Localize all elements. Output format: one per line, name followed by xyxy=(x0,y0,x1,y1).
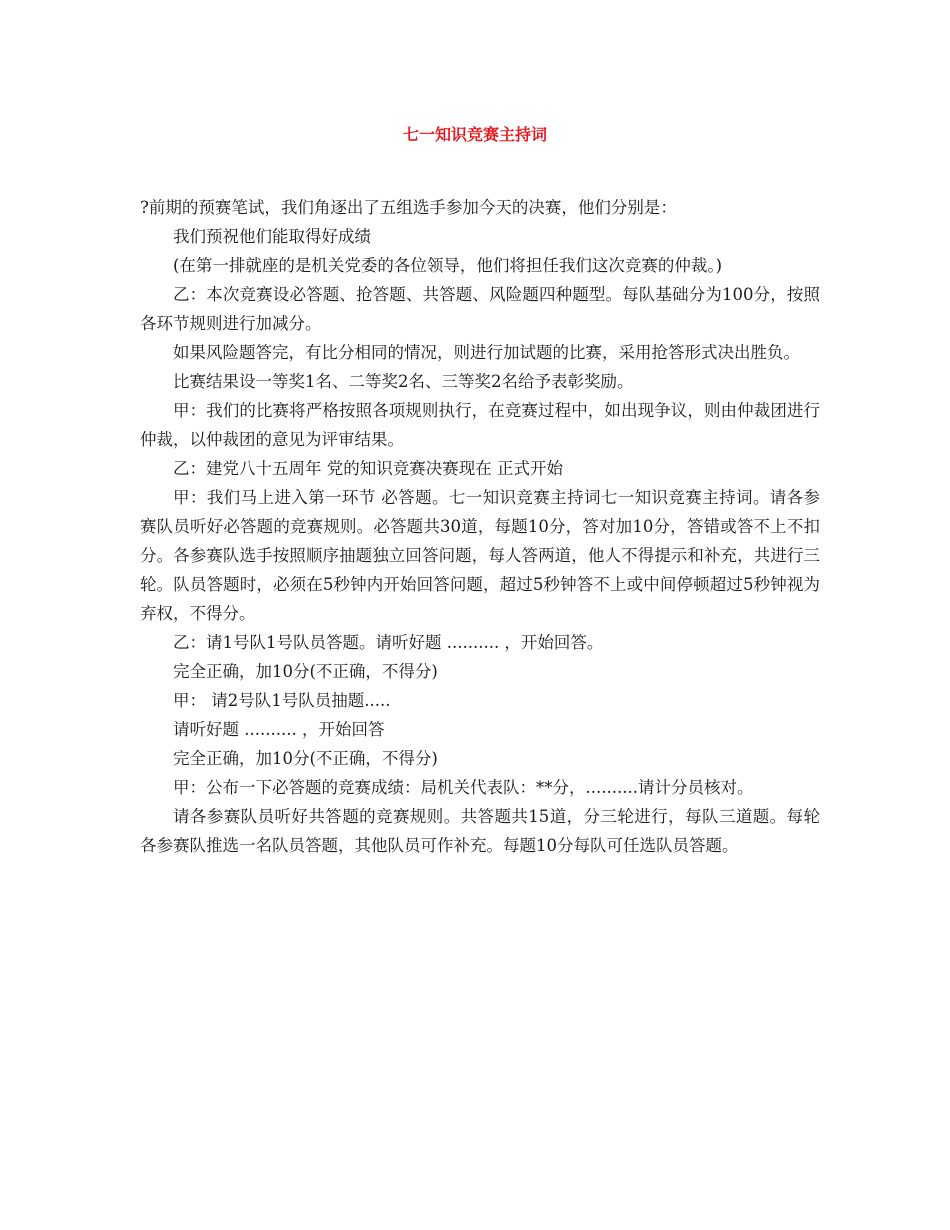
paragraph: (在第一排就座的是机关党委的各位领导，他们将担任我们这次竞赛的仲裁。) xyxy=(173,256,723,275)
paragraph: 请听好题 .......... ，开始回答 xyxy=(173,720,385,739)
paragraph: 甲： 请2号队1号队员抽题..... xyxy=(173,691,391,710)
document-body xyxy=(140,193,820,860)
document-title: 七一知识竞赛主持词 xyxy=(402,125,547,144)
paragraph: ?前期的预赛笔试，我们角逐出了五组选手参加今天的决赛，他们分别是： xyxy=(140,198,677,217)
paragraph: 比赛结果设一等奖1名、二等奖2名、三等奖2名给予表彰奖励。 xyxy=(173,372,634,391)
paragraph: 完全正确，加10分(不正确，不得分) xyxy=(173,749,438,768)
paragraph: 乙：本次竞赛设必答题、抢答题、共答题、风险题四种题型。每队基础分为100分，按照各环节规则进行加减分。 xyxy=(140,285,820,333)
paragraph: 甲：我们的比赛将严格按照各项规则执行，在竞赛过程中，如出现争议，则由仲裁团进行仲裁，以仲裁团的意见为评审结果。 xyxy=(140,401,820,449)
paragraph: 如果风险题答完，有比分相同的情况，则进行加试题的比赛，采用抢答形式决出胜负。 xyxy=(173,343,800,362)
paragraph: 甲：我们马上进入第一环节 必答题。七一知识竞赛主持词七一知识竞赛主持词。请各参赛队员听好必答题的竞赛规则。必答题共30道，每题10分，答对加10分，答错或答不上不扣分。各参赛队选手按照顺序抽题独立回答问题，每人答两道，他人不得提示和补充，共进行三轮。队员答题时，必须在5秒钟内开始回答问题，超过5秒钟答不上或中间停顿超过5秒钟视为弃权，不得分。 xyxy=(140,488,820,623)
paragraph: 请各参赛队员听好共答题的竞赛规则。共答题共15道，分三轮进行，每队三道题。每轮各参赛队推选一名队员答题，其他队员可作补充。每题10分每队可任选队员答题。 xyxy=(140,807,820,855)
paragraph: 乙：建党八十五周年 党的知识竞赛决赛现在 正式开始 xyxy=(173,459,563,478)
paragraph: 我们预祝他们能取得好成绩 xyxy=(173,227,371,246)
paragraph: 乙：请1号队1号队员答题。请听好题 .......... ，开始回答。 xyxy=(173,633,604,652)
paragraph: 甲：公布一下必答题的竞赛成绩：局机关代表队：**分，..........请计分员核对。 xyxy=(173,778,754,797)
paragraph: 完全正确，加10分(不正确，不得分) xyxy=(173,662,438,681)
